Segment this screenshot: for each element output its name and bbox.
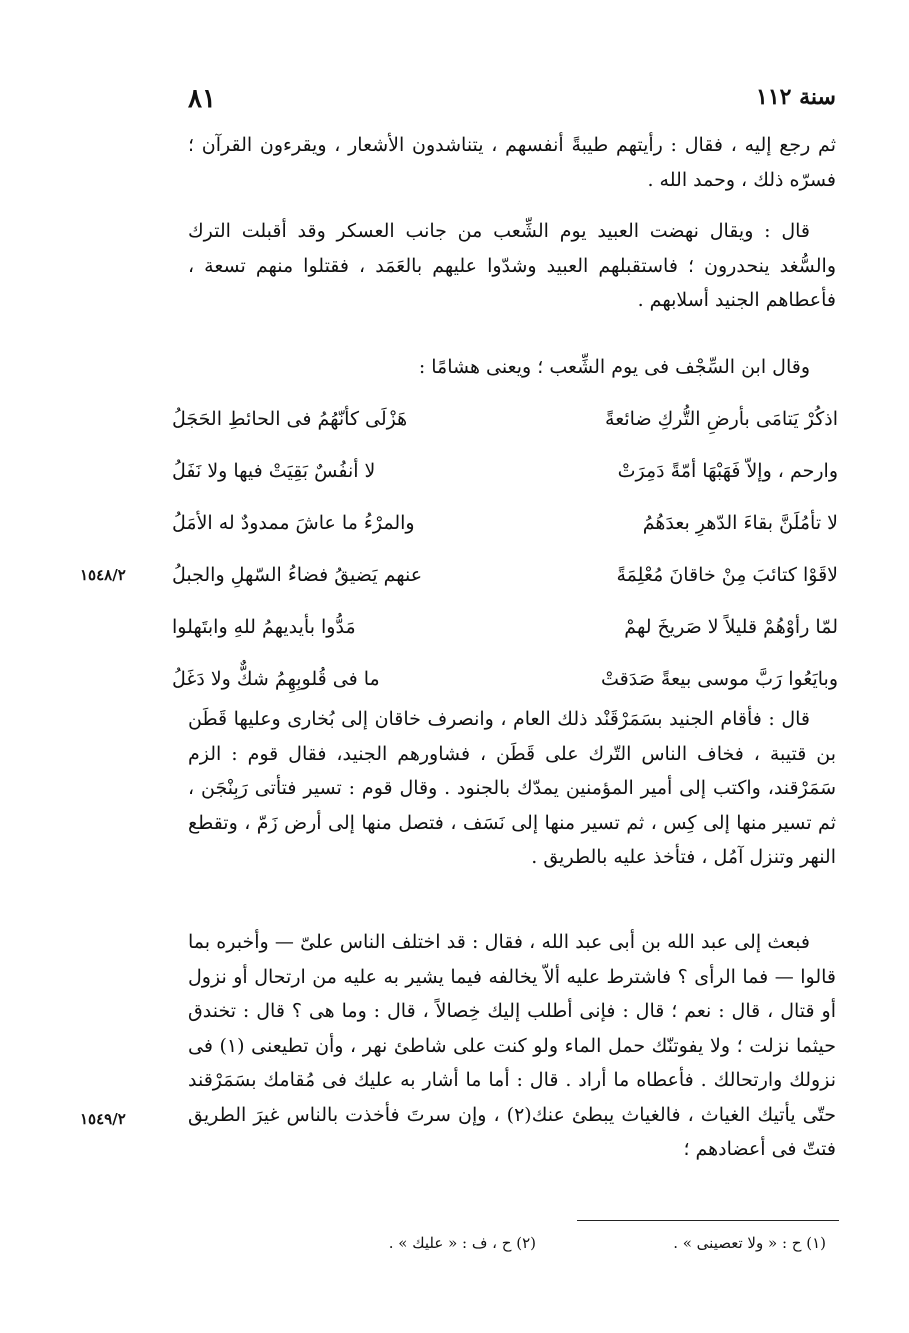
verse-first-hemistich: وبايَعُوا رَبَّ موسى بيعةً صَدَقتْ — [601, 668, 838, 690]
poem-verse — [172, 601, 838, 653]
footnote-2: (٢) ح ، ف : « عليك » . — [388, 1234, 536, 1252]
poem-verse — [172, 653, 838, 705]
page-header — [188, 84, 836, 120]
margin-reference-1: ١٥٤٨/٢ — [80, 566, 126, 584]
poem — [172, 393, 838, 705]
verse-second-hemistich: والمرْءُ ما عاشَ ممدودٌ له الأمَلُ — [172, 512, 415, 534]
paragraph-4: قال : فأقام الجنيد بسَمَرْقَنْد ذلك العام ، وانصرف خاقان إلى بُخارى وعليها قَطَن بن قتيبة ، فخاف الناس التّرك على قَطَن ، فشاورهم الجنيد، فقال قوم : الزم سَمَرْقند، واكتب إلى أمير المؤمنين يمدّك بالجنود . وقال قوم : تسير فتأتى رَبِنْجَن ، ثم تسير منها إلى كِس ، ثم تسير منها إلى نَسَف ، فتصل منها إلى أرض زَمّ ، وتقطع النهر وتنزل آمُل ، فتأخذ عليه بالطريق . — [188, 708, 836, 868]
poem-verse — [172, 393, 838, 445]
verse-second-hemistich: ما فى قُلوبِهِمُ شكٌّ ولا دَغَلُ — [172, 668, 380, 690]
verse-first-hemistich: لاقَوْا كتائبَ مِنْ خاقانَ مُعْلِمَةً — [616, 564, 838, 586]
footnote-divider — [577, 1220, 839, 1221]
verse-first-hemistich: وارحم ، وإلاّ فَهَبْهَا أمّةً دَمِرَتْ — [617, 460, 838, 482]
paragraph-5: فبعث إلى عبد الله بن أبى عبد الله ، فقال : قد اختلف الناس علىّ — وأخبره بما قالوا — فما الرأى ؟ فاشترط عليه ألاّ يخالفه فيما يشير به عليه من ارتحال أو نزول أو قتال ، قال : نعم ؛ قال : فإنى أطلب إليك خِصالاً ، قال : وما هى ؟ قال : تخندق حيثما نزلت ؛ ولا يفوتنّك حمل الماء ولو كنت على شاطئ نهر ، وأن تطيعنى (١) فى نزولك وارتحالك . فأعطاه ما أراد . قال : أما ما أشار به عليك فى مُقامك بسَمَرْقند حتّى يأتيك الغياث ، فالغياث يبطئ عنك(٢) ، وإن سرتَ فأخذت بالناس غيرَ الطريق فتتّ فى أعضادهم ؛ — [188, 931, 836, 1160]
paragraph-1: ثم رجع إليه ، فقال : رأيتهم طيبةً أنفسهم ، يتناشدون الأشعار ، ويقرءون القرآن ؛ فسرّه ذلك ، وحمد الله . — [188, 134, 836, 191]
paragraph-3: وقال ابن السِّجْف فى يوم الشِّعب ؛ ويعنى هشامًا : — [418, 356, 810, 378]
verse-second-hemistich: لا أنفُسٌ بَقِيَتْ فيها ولا نَفَلُ — [172, 460, 376, 482]
verse-second-hemistich: عنهم يَضيقُ فضاءُ السّهلِ والجبلُ — [172, 564, 423, 586]
page-number: ٨١ — [188, 84, 216, 114]
verse-second-hemistich: هَزْلَى كأنّهُمُ فى الحائطِ الحَجَلُ — [172, 408, 408, 430]
poem-verse — [172, 497, 838, 549]
verse-first-hemistich: لمّا رأوْهُمْ قليلاً لا صَريخَ لهمْ — [624, 616, 838, 638]
running-head-year: سنة ١١٢ — [756, 84, 836, 110]
poem-verse — [172, 549, 838, 601]
verse-first-hemistich: اذكُرْ يَتامَى بأرضِ التُّركِ ضائعةً — [605, 408, 838, 430]
poem-verse — [172, 445, 838, 497]
footnote-1: (١) ح : « ولا تعصينى » . — [673, 1234, 826, 1252]
verse-first-hemistich: لا تأمُلَنَّ بقاءَ الدّهرِ بعدَهُمُ — [642, 512, 838, 534]
margin-reference-2: ١٥٤٩/٢ — [80, 1110, 126, 1128]
paragraph-2: قال : ويقال نهضت العبيد يوم الشِّعب من جانب العسكر وقد أقبلت الترك والسُّغد ينحدرون ؛ فاستقبلهم العبيد وشدّوا عليهم بالعَمَد ، فقتلوا منهم تسعة ، فأعطاهم الجنيد أسلابهم . — [188, 220, 836, 311]
verse-second-hemistich: مَدُّوا بأيديهمُ للهِ وابتَهلوا — [172, 616, 356, 638]
